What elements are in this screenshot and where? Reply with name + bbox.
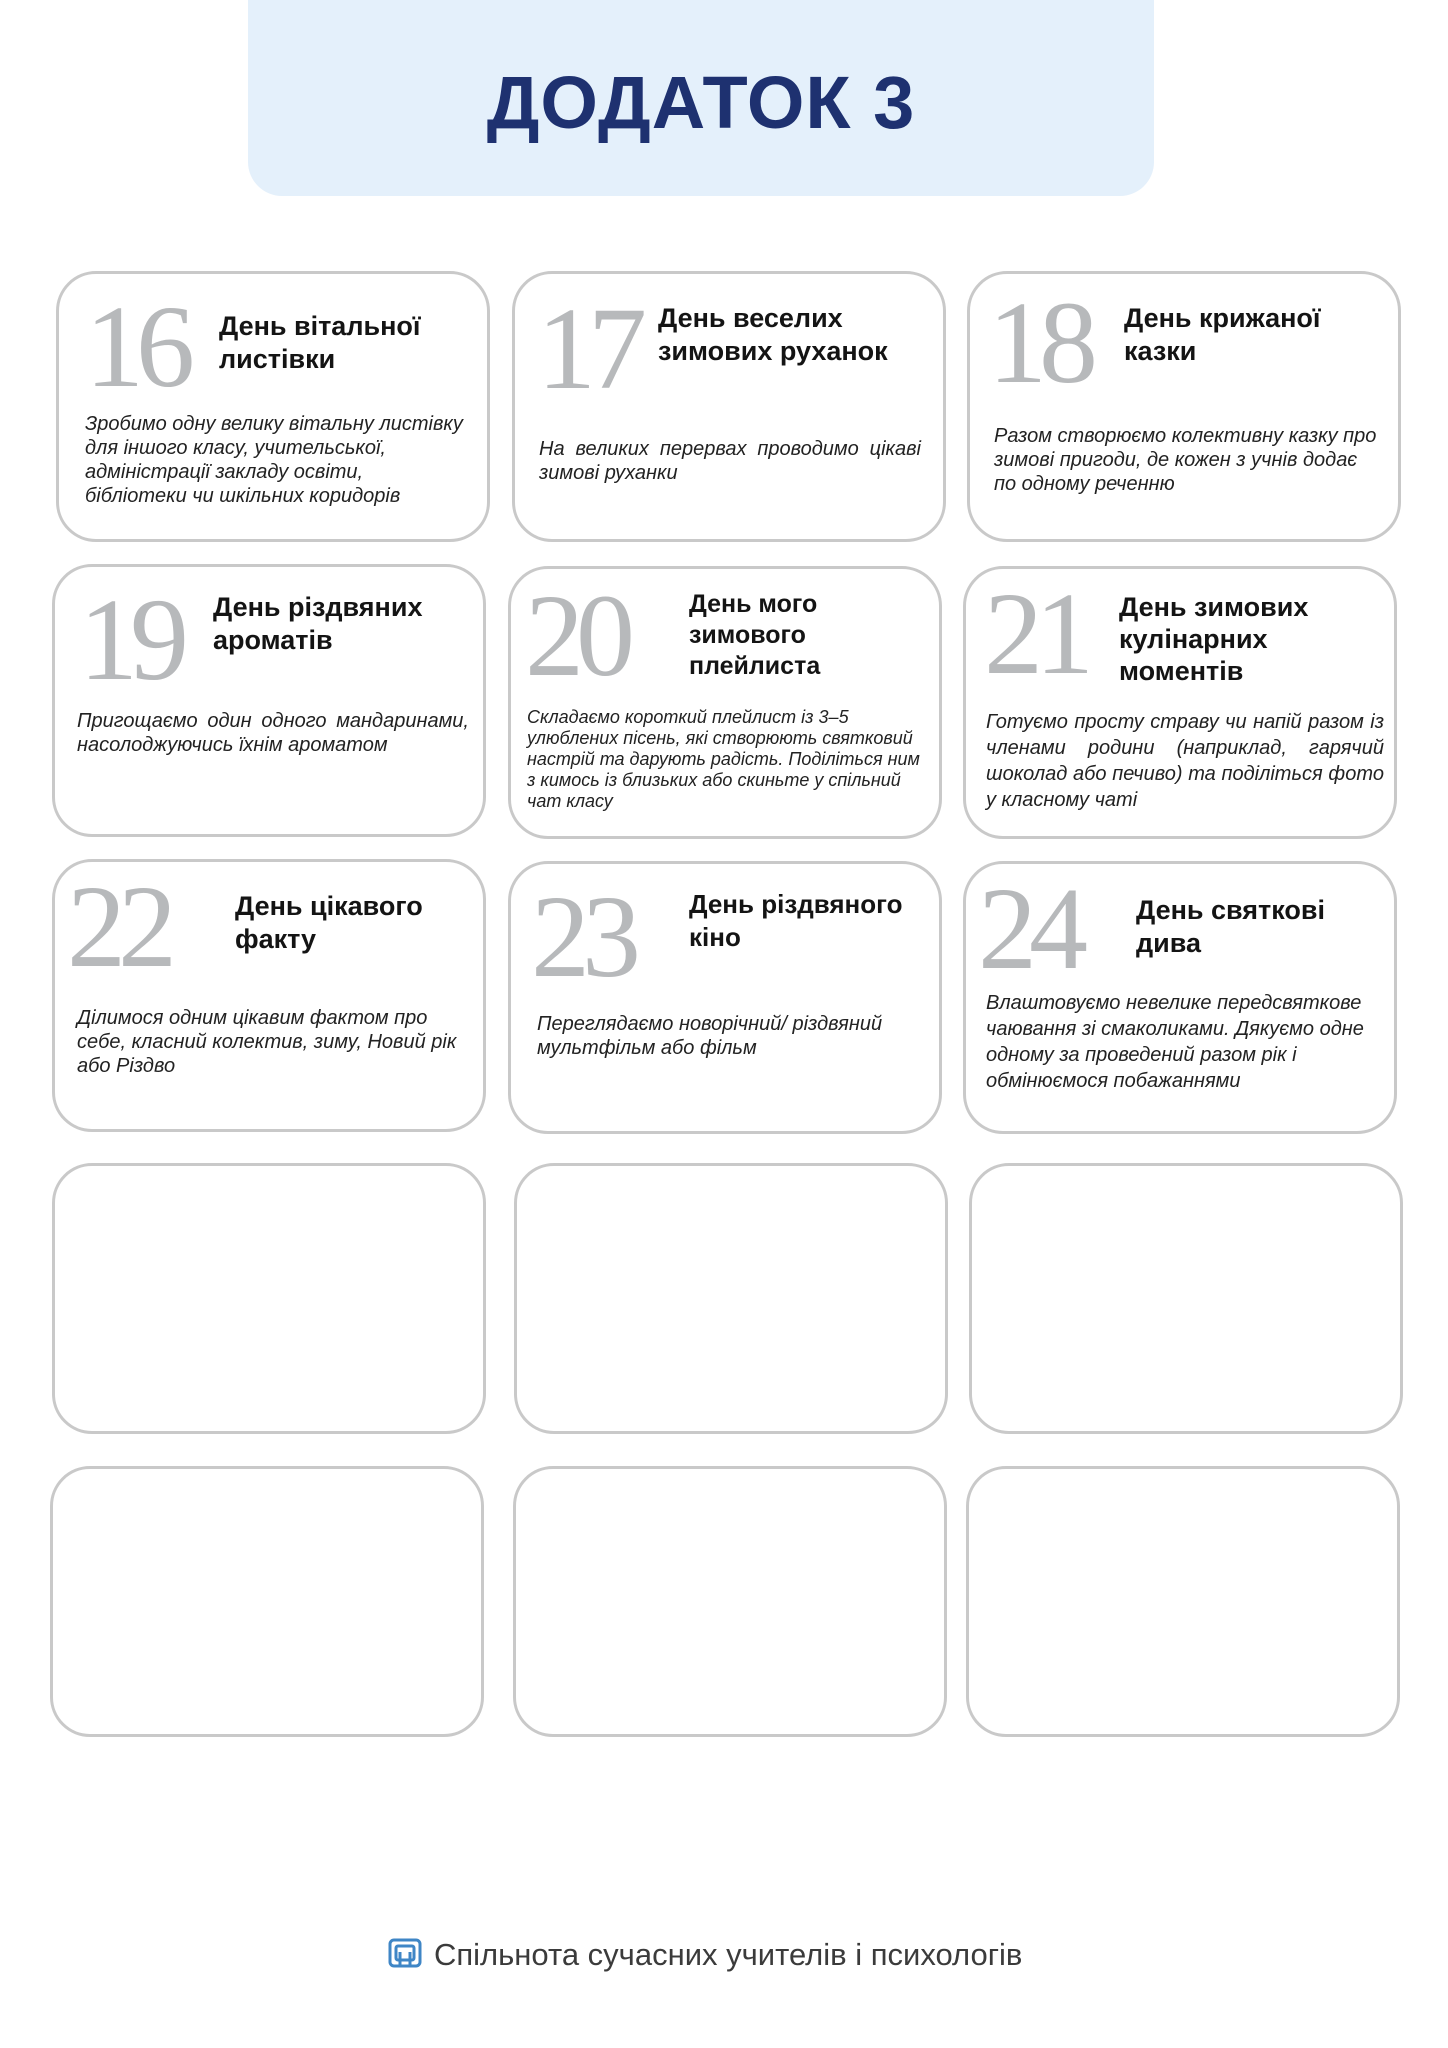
header-banner [248,0,1154,196]
day-description: На великих перервах проводимо цікаві зимові руханки [539,438,921,484]
empty-card [514,1163,948,1434]
empty-card [52,1163,486,1434]
day-title: День зимових кулінарних моментів [1119,592,1309,686]
day-number: 21 [984,568,1086,699]
day-number: 23 [531,871,633,1002]
day-description: Переглядаємо новорічний/ різдвяний мультфільм або фільм [537,1013,883,1059]
empty-card [966,1466,1400,1737]
day-description: Разом створюємо колективну казку про зимові пригоди, де кожен з учнів додає по одному реченню [994,425,1377,495]
day-title: День крижаної казки [1124,303,1321,366]
day-number: 17 [537,283,639,414]
empty-card [969,1163,1403,1434]
day-description: Зробимо одну велику вітальну листівку для іншого класу, учительської, адміністрації закладу освіти, бібліотеки чи шкільних коридорів [85,413,463,507]
day-card-22 [52,859,486,1132]
day-description: Влаштовуємо невелике передсвяткове чаювання зі смаколиками. Дякуємо одне одному за проведений разом рік і обмінюємося побажаннями [986,992,1364,1092]
day-number: 20 [525,570,627,701]
day-card-18 [967,271,1401,542]
day-description: Складаємо короткий плейлист із 3–5 улюблених пісень, які створюють святковий настрій та дарують радість. Поділіться ним з кимось із близьких або скиньте у спільний чат класу [527,707,920,811]
day-card-23 [508,861,942,1134]
community-logo-icon [388,1936,422,1975]
day-number: 18 [988,277,1090,408]
day-card-19 [52,564,486,837]
day-title: День різдвяних ароматів [213,592,423,655]
day-card-24 [963,861,1397,1134]
day-title: День вітальної листівки [219,311,421,374]
footer [388,1933,1022,1977]
page-title: ДОДАТОК 3 [486,60,916,144]
day-card-16 [56,271,490,542]
day-card-21 [963,566,1397,839]
day-number: 19 [79,574,181,705]
day-card-20 [508,566,942,839]
empty-card [50,1466,484,1737]
day-title: День святкові дива [1136,895,1325,958]
day-title: День веселих зимових руханок [658,303,888,366]
day-title: День різдвяного кіно [689,889,903,952]
empty-card [513,1466,947,1737]
day-description: Пригощаємо один одного мандаринами, насолоджуючись їхнім ароматом [77,710,469,756]
day-number: 22 [67,861,169,992]
day-number: 24 [978,863,1080,994]
day-description: Готуємо просту страву чи напій разом із членами родини (наприклад, гарячий шоколад або печиво) та поділіться фото у класному чаті [986,711,1384,811]
day-title: День цікавого факту [235,891,423,954]
day-card-17 [512,271,946,542]
day-title: День мого зимового плейлиста [689,590,821,680]
day-description: Ділимося одним цікавим фактом про себе, класний колектив, зиму, Новий рік або Різдво [77,1007,457,1077]
footer-text: Спільнота сучасних учителів і психологів [434,1937,1023,1972]
day-number: 16 [85,281,187,412]
